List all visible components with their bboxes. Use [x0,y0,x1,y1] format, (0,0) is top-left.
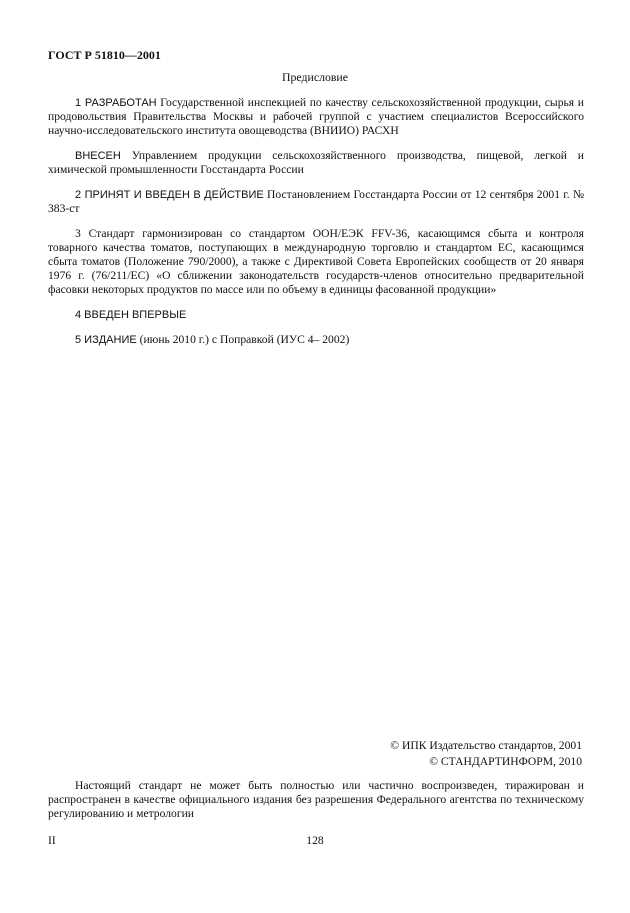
item-text: Управлением продукции сельскохозяйственного производства, пищевой, легкой и химической промышленности Госстандарта России [48,149,584,176]
roman-page-marker: II [48,834,56,847]
copyright-line-publisher: © ИПК Издательство стандартов, 2001 [390,739,582,752]
preface-title: Предисловие [282,70,348,84]
copyright-line-standartinform: © СТАНДАРТИНФОРМ, 2010 [429,755,582,768]
item-text: (июнь 2010 г.) с Поправкой (ИУС 4– 2002) [136,333,350,346]
item-text: Постановлением Госстандарта России от 12 сентября 2001 г. № 383-ст [48,188,585,215]
item-lead: 4 ВВЕДЕН ВПЕРВЫЕ [75,309,187,321]
preface-item-developed [48,96,584,138]
preface-item-adopted [48,188,584,216]
reproduction-notice: Настоящий стандарт не может быть полностью или частично воспроизведен, тиражирован и распространен в качестве официального издания без разрешения Федерального агентства по техническому регулированию и метрологии [48,779,584,820]
item-text: Государственной инспекцией по качеству сельскохозяйственной продукции, сырья и продовольствия Правительства Москвы и рабочей группой с участием специалистов Всероссийского научно-исследовательского института овощеводства (ВНИИО) РАСХН [48,96,584,137]
item-lead: 1 РАЗРАБОТАН [75,97,157,109]
preface-item-edition [48,333,584,347]
item-lead: ВНЕСЕН [75,150,121,162]
preface-item-first-time [48,308,584,322]
preface-item-harmonized [48,227,584,297]
page-number: 128 [306,834,324,847]
document-code: ГОСТ Р 51810—2001 [48,48,161,62]
item-lead: 5 ИЗДАНИЕ [75,334,137,346]
item-text: Стандарт гармонизирован со стандартом ООН/ЕЭК FFV-36, касающимся сбыта и контроля товарного качества томатов, поступающих в международную торговлю и стандартом ЕС, касающимся сбыта томатов (Положение 790/2000), а также с Директивой Совета Европейских сообществ от 20 января 1976 г. (76/211/ЕС) «О сближении законодательств государств-членов относительно предварительной фасовки некоторых продуктов по массе или по объему в единицы фасованной продукции» [48,227,584,296]
preface-body [48,96,584,358]
item-lead: 2 ПРИНЯТ И ВВЕДЕН В ДЕЙСТВИЕ [75,189,264,201]
item-lead: 3 [75,227,81,240]
copyright-block [390,738,582,770]
preface-item-introduced [48,149,584,177]
